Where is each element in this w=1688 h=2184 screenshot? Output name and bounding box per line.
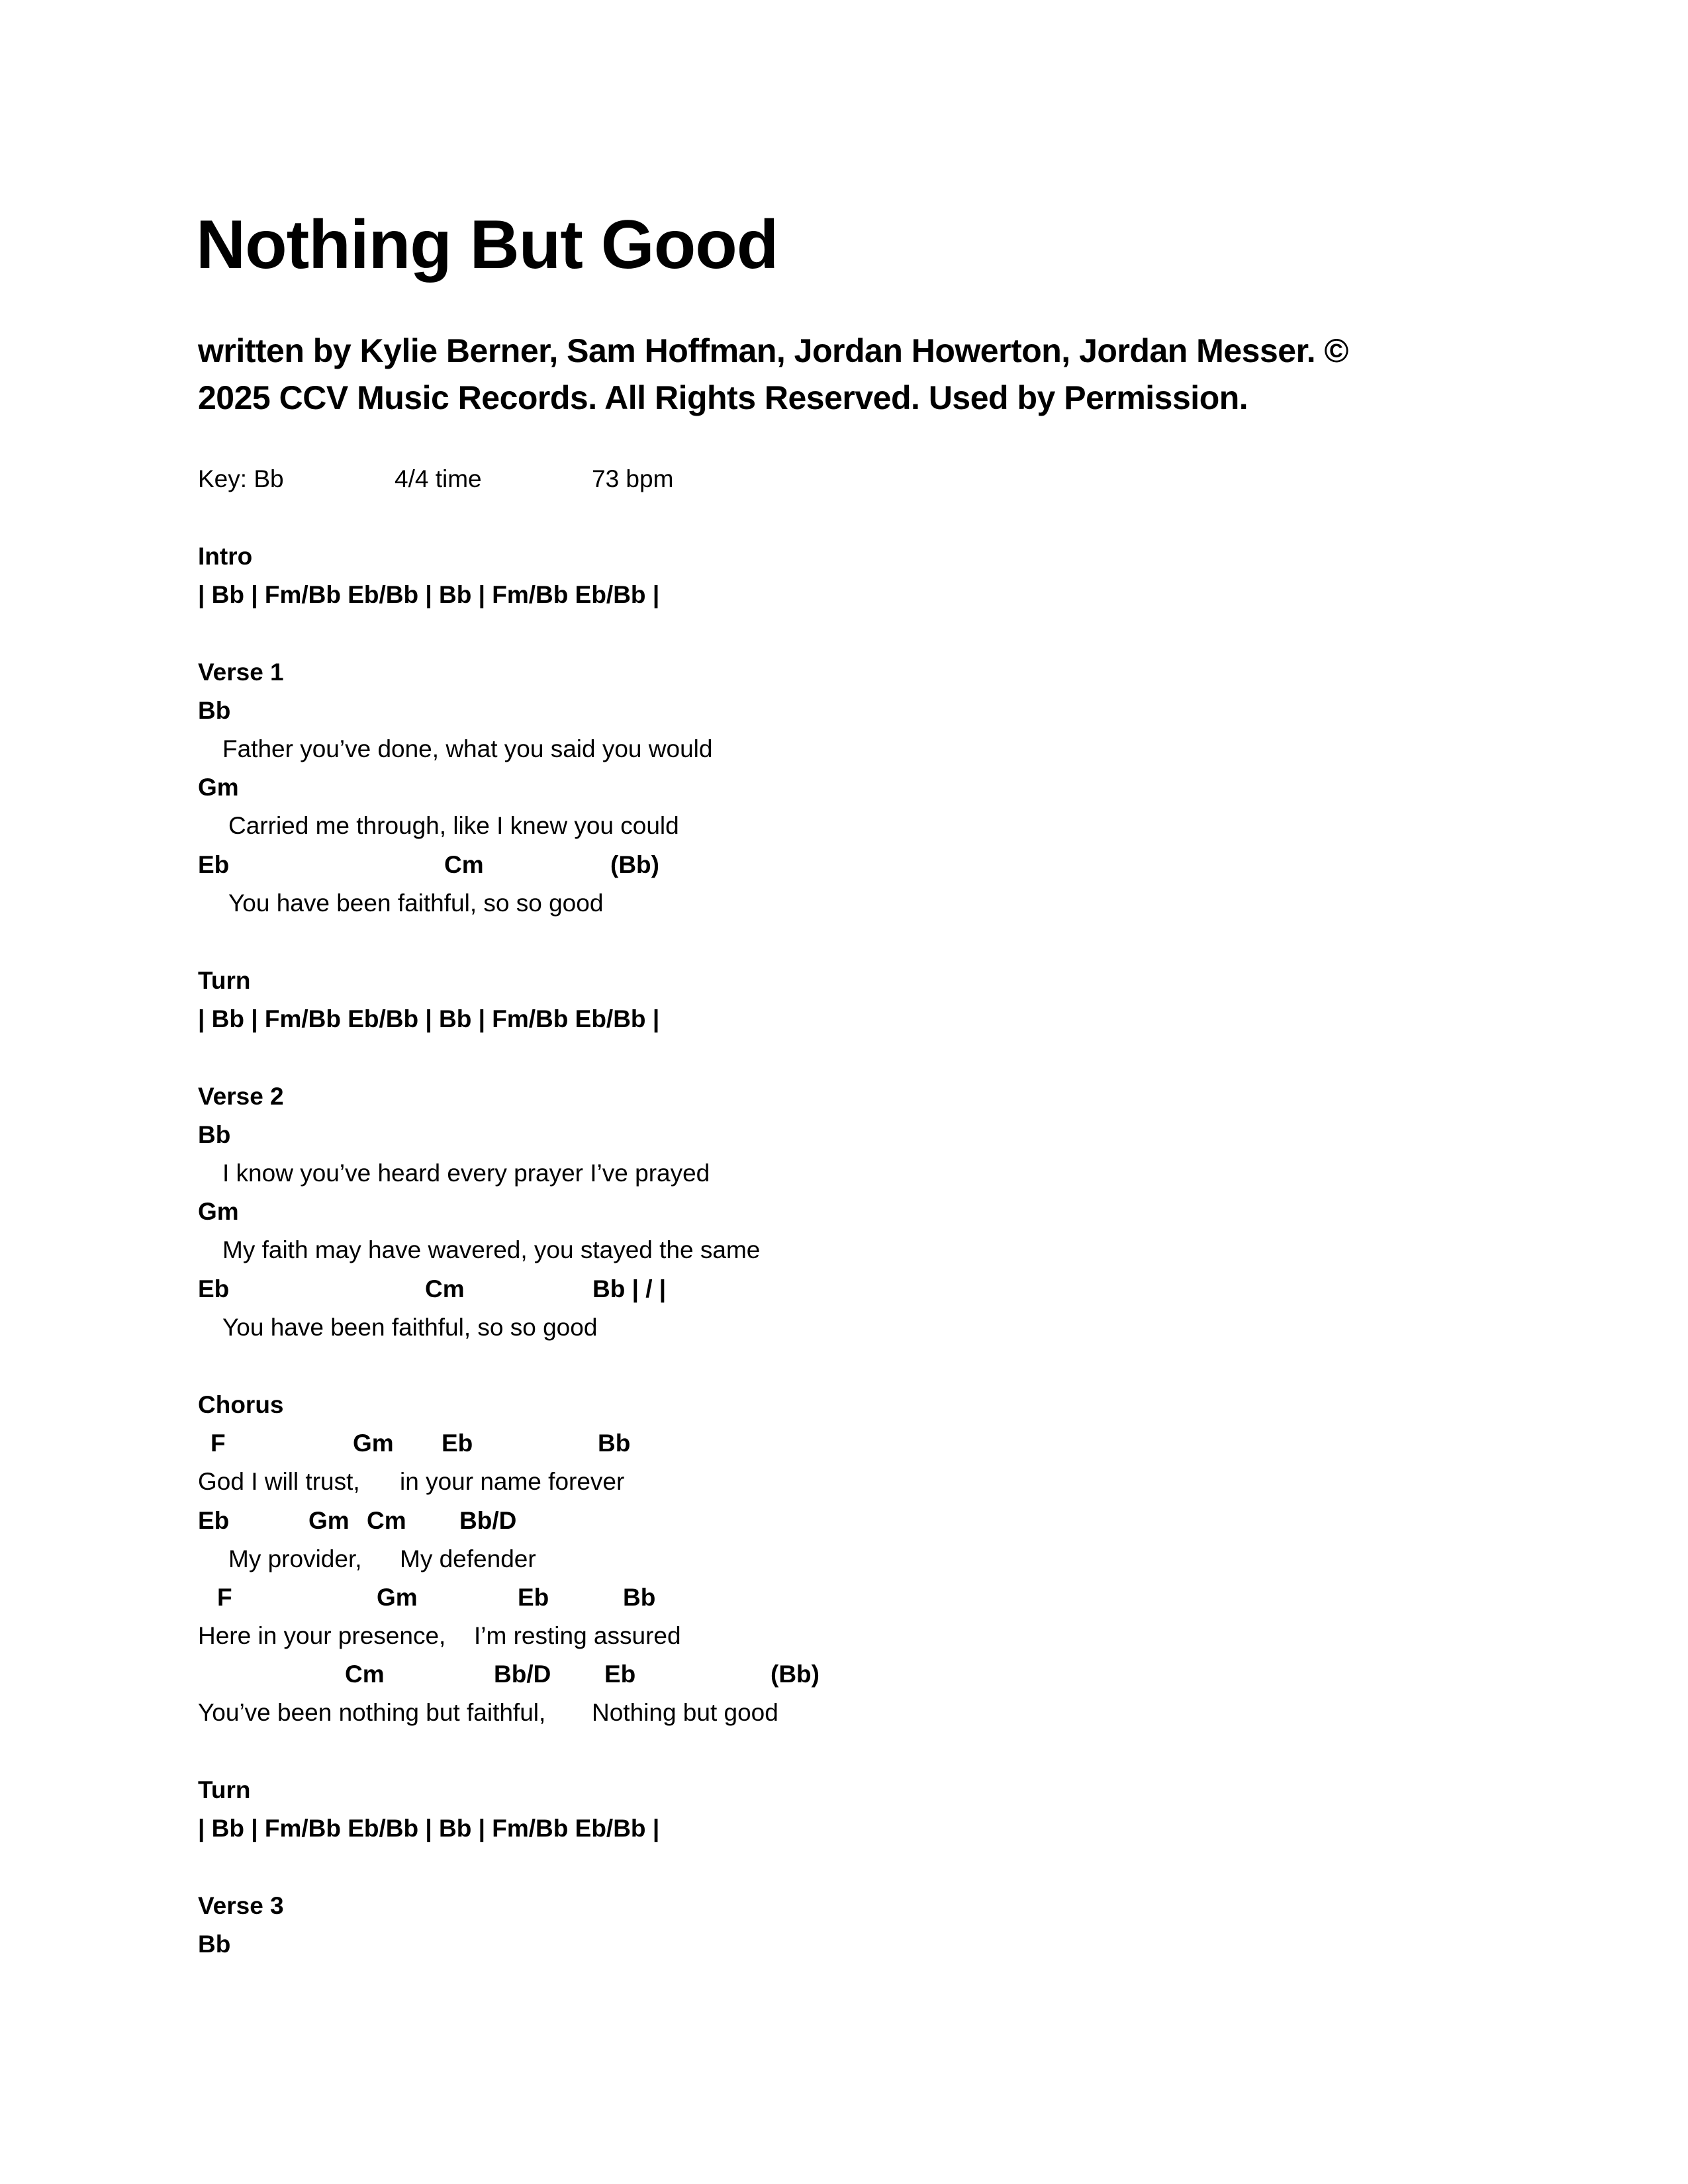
lyric-line: I know you’ve heard every prayer I’ve prayed <box>222 1160 710 1187</box>
chord: Gm <box>198 1198 239 1225</box>
lyric-line: I’m resting assured <box>474 1622 681 1649</box>
intro-progression: | Bb | Fm/Bb Eb/Bb | Bb | Fm/Bb Eb/Bb | <box>198 581 660 608</box>
section-label-verse-2: Verse 2 <box>198 1083 284 1110</box>
chord: Eb <box>198 1275 230 1302</box>
key-label: Key: Bb <box>198 465 284 492</box>
time-signature: 4/4 time <box>395 465 482 492</box>
lyric-line: in your name forever <box>400 1468 625 1495</box>
chord: Bb <box>198 1931 231 1958</box>
chord: Bb <box>623 1584 656 1611</box>
chord: Gm <box>198 774 239 801</box>
lyric-line: Nothing but good <box>592 1699 778 1726</box>
chord: (Bb) <box>610 851 659 878</box>
chord: Bb <box>598 1430 631 1457</box>
lyric-line: You’ve been nothing but faithful, <box>198 1699 546 1726</box>
chord: Cm <box>345 1661 385 1688</box>
chord: Gm <box>353 1430 394 1457</box>
chord: Cm <box>367 1507 406 1534</box>
song-title: Nothing But Good <box>196 206 778 283</box>
chord: Eb <box>198 1507 230 1534</box>
section-label-verse-3: Verse 3 <box>198 1892 284 1919</box>
lyric-line: You have been faithful, so so good <box>222 1314 598 1341</box>
lyric-line: My provider, <box>228 1545 362 1572</box>
section-label-intro: Intro <box>198 543 253 570</box>
chord: Bb <box>198 697 231 724</box>
lyric-line: My faith may have wavered, you stayed the same <box>222 1236 761 1263</box>
chord: Eb <box>198 851 230 878</box>
lyric-line: You have been faithful, so so good <box>228 889 604 917</box>
turn-progression: | Bb | Fm/Bb Eb/Bb | Bb | Fm/Bb Eb/Bb | <box>198 1005 660 1032</box>
lyric-line: God I will trust, <box>198 1468 360 1495</box>
section-label-turn: Turn <box>198 967 251 994</box>
chord: Eb <box>604 1661 636 1688</box>
chord: Bb | / | <box>592 1275 667 1302</box>
chord: Gm <box>377 1584 418 1611</box>
lyric-line: Here in your presence, <box>198 1622 446 1649</box>
section-label-chorus: Chorus <box>198 1391 284 1418</box>
chord: Eb <box>518 1584 549 1611</box>
lyric-line: Father you’ve done, what you said you would <box>222 735 713 762</box>
turn-progression: | Bb | Fm/Bb Eb/Bb | Bb | Fm/Bb Eb/Bb | <box>198 1815 660 1842</box>
chord: Bb <box>198 1121 231 1148</box>
chord: Gm <box>308 1507 350 1534</box>
chord: Eb <box>442 1430 473 1457</box>
lyric-line: My defender <box>400 1545 536 1572</box>
section-label-verse-1: Verse 1 <box>198 659 284 686</box>
lyric-line: Carried me through, like I knew you could <box>228 812 679 839</box>
chord: Cm <box>425 1275 465 1302</box>
tempo: 73 bpm <box>592 465 674 492</box>
chord: F <box>211 1430 226 1457</box>
section-label-turn: Turn <box>198 1776 251 1803</box>
chord: Bb/D <box>494 1661 551 1688</box>
chord: F <box>217 1584 232 1611</box>
chord: (Bb) <box>771 1661 820 1688</box>
chord: Cm <box>444 851 484 878</box>
chord: Bb/D <box>459 1507 517 1534</box>
credits-line-1: written by Kylie Berner, Sam Hoffman, Jordan Howerton, Jordan Messer. © <box>198 332 1348 369</box>
credits-line-2: 2025 CCV Music Records. All Rights Reserved. Used by Permission. <box>198 379 1248 416</box>
